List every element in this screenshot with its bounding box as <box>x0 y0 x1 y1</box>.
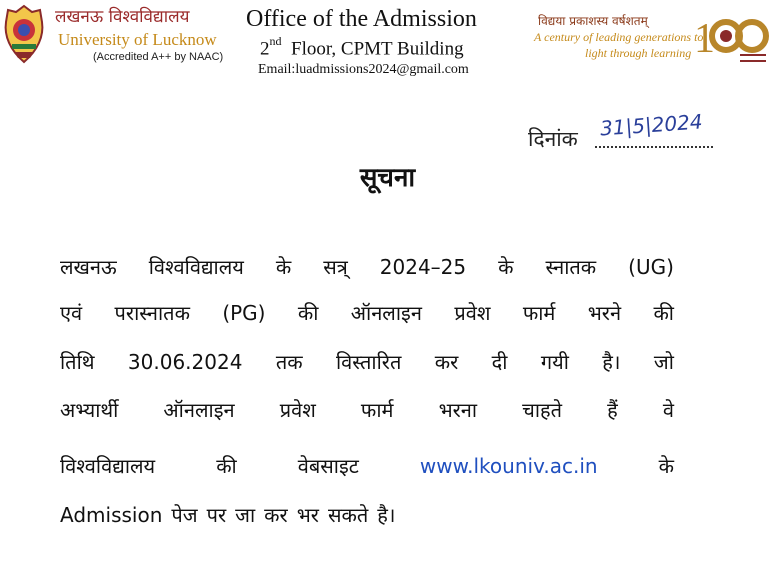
handwritten-date: 31|5|2024 <box>599 109 704 141</box>
notice-line-4 <box>60 396 674 423</box>
word: 2024–25 <box>379 255 467 279</box>
word: (UG) <box>628 255 674 279</box>
word: विश्वविद्यालय <box>148 255 244 279</box>
floor-suffix: nd <box>269 34 282 48</box>
word: तिथि <box>60 350 95 374</box>
word: हैं <box>607 398 618 422</box>
date-label: दिनांक <box>528 127 578 151</box>
word: वे <box>662 398 674 422</box>
word: की <box>297 301 319 325</box>
word: विस्तारित <box>335 350 402 374</box>
floor-text: Floor, CPMT Building <box>291 38 464 60</box>
floor-ordinal: 2 <box>260 38 270 60</box>
word: एवं <box>60 301 83 325</box>
word: के <box>658 454 674 478</box>
notice-line-5 <box>60 452 674 479</box>
word: के <box>498 255 514 279</box>
notice-title: सूचना <box>359 163 416 193</box>
word: पेज <box>171 503 198 527</box>
notice-line-3 <box>60 348 674 375</box>
university-name-hindi: लखनऊ विश्वविद्यालय <box>55 7 190 27</box>
word: कर <box>434 350 459 374</box>
word: भरने <box>587 301 622 325</box>
word: है। <box>602 350 621 374</box>
word: फार्म <box>522 301 556 325</box>
word: परास्नातक <box>114 301 190 325</box>
notice-line-6 <box>60 501 674 528</box>
website-link[interactable]: www.lkouniv.ac.in <box>419 454 598 478</box>
office-title: Office of the Admission <box>246 6 477 32</box>
motto-hindi: विद्यया प्रकाशस्य वर्षशतम् <box>538 14 648 28</box>
word: सकते <box>327 503 369 527</box>
word: ऑनलाइन <box>350 301 422 325</box>
word: प्रवेश <box>454 301 491 325</box>
word: भर <box>296 503 319 527</box>
office-email: Email:luadmissions2024@gmail.com <box>258 62 469 77</box>
word: विश्वविद्यालय <box>60 454 156 478</box>
word: वेबसाइट <box>297 454 359 478</box>
word: है। <box>377 503 396 527</box>
word: जा <box>235 503 256 527</box>
word: अभ्यार्थी <box>60 398 119 422</box>
word: फार्म <box>360 398 394 422</box>
word: चाहते <box>522 398 563 422</box>
word: जो <box>653 350 674 374</box>
word: प्रवेश <box>279 398 316 422</box>
accreditation-text: (Accredited A++ by NAAC) <box>93 51 224 63</box>
word: (PG) <box>222 301 266 325</box>
extension-date: 30.06.2024 <box>127 350 243 374</box>
word: की <box>216 454 237 478</box>
university-emblem-icon <box>2 4 46 66</box>
word: की <box>653 301 674 325</box>
motto-line-1: A century of leading generations to <box>534 30 704 44</box>
word: सत्र् <box>323 255 348 279</box>
word: स्नातक <box>545 255 597 279</box>
word: Admission <box>60 503 163 527</box>
office-address <box>260 36 464 60</box>
word: लखनऊ <box>60 255 117 279</box>
university-name-english: University of Lucknow <box>58 30 217 49</box>
word: तक <box>275 350 303 374</box>
word: गयी <box>540 350 569 374</box>
notice-line-1 <box>60 253 674 280</box>
notice-line-2 <box>60 299 674 326</box>
word: कर <box>264 503 288 527</box>
word: भरना <box>438 398 478 422</box>
centenary-100-logo-icon <box>690 8 770 70</box>
word: ऑनलाइन <box>163 398 235 422</box>
word: दी <box>491 350 508 374</box>
motto-line-2: light through learning <box>585 46 692 60</box>
word: पर <box>206 503 227 527</box>
word: के <box>275 255 292 279</box>
svg-text:1: 1 <box>694 16 715 62</box>
